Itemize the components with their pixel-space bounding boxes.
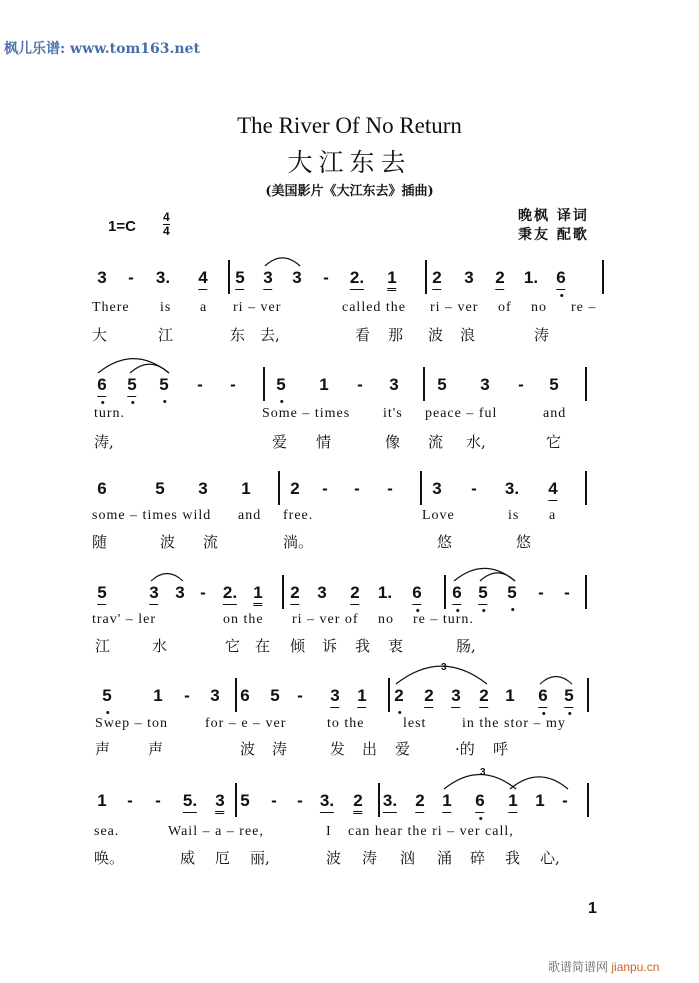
lyric-chinese: 波	[326, 849, 342, 867]
slur	[540, 676, 572, 684]
lyric-english: for – e – ver	[205, 716, 287, 731]
lyric-english: sea.	[94, 824, 120, 839]
lyric-chinese: 声	[95, 740, 111, 758]
lyric-english: Wail – a – ree,	[168, 824, 264, 839]
title-english: The River Of No Return	[237, 113, 462, 138]
note: 5	[127, 375, 136, 397]
lyric-chinese: 波	[428, 326, 444, 344]
lyric-chinese: 悠	[437, 533, 453, 551]
lyric-english: free.	[283, 508, 314, 523]
note: 6	[452, 583, 461, 605]
triplet-mark: 3	[441, 662, 447, 673]
note: 1	[505, 686, 515, 705]
dash-extension: -	[538, 583, 544, 602]
note: 5.	[183, 791, 197, 813]
dash-extension: -	[323, 268, 329, 287]
note: 1	[442, 791, 451, 813]
note: 1	[97, 791, 107, 810]
dash-extension: -	[128, 268, 134, 287]
lyric-english: ri – ver of	[292, 612, 359, 627]
note: 2	[290, 479, 300, 498]
lyric-english: and	[238, 508, 262, 523]
lyric-english: peace – ful	[425, 406, 498, 421]
note: 4	[198, 268, 207, 290]
note: 6	[97, 375, 106, 397]
lyric-english: no	[378, 612, 394, 627]
dash-extension: -	[230, 375, 236, 394]
lyric-chinese: 倾	[290, 637, 306, 655]
dash-extension: -	[297, 791, 303, 810]
note: 5	[564, 686, 573, 708]
lyric-chinese: 我	[355, 637, 371, 655]
lyric-chinese: 心,	[540, 849, 560, 867]
lyric-chinese: 流	[428, 433, 444, 451]
lyric-chinese: 涛,	[94, 433, 114, 451]
note: 6	[412, 583, 421, 605]
credit-music: 秉友 配歌	[518, 227, 589, 243]
dash-extension: -	[184, 686, 190, 705]
dash-extension: -	[562, 791, 568, 810]
lyric-english: Swep – ton	[95, 716, 168, 731]
note: 3	[432, 479, 442, 498]
lyric-english: is	[160, 300, 172, 315]
note: 2	[350, 583, 359, 605]
lyric-english: is	[508, 508, 520, 523]
note: 2	[432, 268, 441, 290]
dash-extension: -	[354, 479, 360, 498]
note: 5	[235, 268, 244, 290]
lyric-english: it's	[383, 406, 403, 421]
lyric-chinese: 诉	[322, 637, 338, 655]
lyric-chinese: 碎	[470, 849, 486, 867]
lyric-chinese: 涛	[272, 740, 288, 758]
lyric-chinese: 爱	[395, 740, 411, 758]
lyric-english: in the stor – my	[462, 716, 566, 731]
lyric-english: a	[549, 508, 557, 523]
lyric-english: and	[543, 406, 567, 421]
note: 3	[215, 791, 224, 814]
lyric-chinese: 江	[95, 637, 111, 655]
note: 3	[451, 686, 460, 708]
note: 1	[387, 268, 396, 291]
lyric-english: ri – ver	[430, 300, 479, 315]
dash-extension: -	[564, 583, 570, 602]
note: 3	[464, 268, 474, 287]
lyric-english: of	[498, 300, 512, 315]
note: 2	[424, 686, 433, 708]
note: 3	[389, 375, 399, 394]
lyric-chinese: 像	[385, 433, 401, 451]
dash-extension: -	[200, 583, 206, 602]
footer-watermark	[548, 958, 659, 975]
time-top: 4	[163, 210, 170, 224]
note: 6	[475, 791, 484, 813]
watermark: 枫儿乐谱: www.tom163.net	[4, 41, 200, 57]
lyric-chinese: 波	[240, 740, 256, 758]
lyric-chinese: 流	[203, 533, 219, 551]
note: 5	[102, 686, 112, 705]
lyric-english: called the	[342, 300, 407, 315]
slur	[480, 573, 515, 581]
note: 2	[394, 686, 404, 705]
lyric-chinese: 呼	[493, 740, 509, 758]
note: 1	[241, 479, 251, 498]
lyric-chinese: 威	[180, 849, 196, 867]
lyric-english: can hear the ri – ver call,	[348, 824, 514, 839]
lyric-english: no	[531, 300, 547, 315]
note: 3	[263, 268, 272, 290]
note: 6	[538, 686, 547, 708]
lyric-chinese: 爱	[272, 433, 288, 451]
dash-extension: -	[357, 375, 363, 394]
note: 5	[478, 583, 487, 605]
note: 2	[353, 791, 362, 814]
lyric-english: to the	[327, 716, 365, 731]
lyric-english: trav' – ler	[92, 612, 157, 627]
lyric-chinese: 波	[160, 533, 176, 551]
key-signature: 1=C	[108, 218, 136, 235]
note: 2	[290, 583, 299, 605]
lyric-chinese: 它	[225, 637, 241, 655]
lyric-chinese: 大	[92, 326, 108, 344]
note: 3	[175, 583, 185, 602]
note: 1	[357, 686, 366, 708]
slur	[510, 777, 568, 789]
note: 3	[198, 479, 208, 498]
lyric-english: Love	[422, 508, 455, 523]
note: 3	[330, 686, 339, 708]
note: 5	[240, 791, 250, 810]
lyric-chinese: ·的	[455, 740, 475, 758]
note: 3	[210, 686, 220, 705]
subtitle: (美国影片《大江东去》插曲)	[265, 184, 434, 199]
note: 2.	[223, 583, 237, 605]
note: 3.	[320, 791, 334, 813]
lyric-english: re – turn.	[413, 612, 474, 627]
credit-lyrics: 晚枫 译词	[518, 208, 589, 224]
lyric-chinese: 涛	[534, 326, 550, 344]
note: 5	[437, 375, 447, 394]
lyric-chinese: 江	[158, 326, 174, 344]
note: 5	[270, 686, 280, 705]
lyric-chinese: 衷	[388, 637, 404, 655]
footer-site: 歌谱简谱网	[548, 960, 609, 974]
note: 1	[535, 791, 545, 810]
lyric-english: I	[326, 824, 332, 839]
lyric-english: Some – times	[262, 406, 351, 421]
lyric-chinese: 出	[362, 740, 378, 758]
lyric-chinese: 汹	[400, 849, 416, 867]
slur	[151, 573, 183, 581]
note: 3	[97, 268, 107, 287]
note: 3.	[383, 791, 397, 813]
note: 2	[495, 268, 504, 290]
lyric-chinese: 随	[92, 533, 108, 551]
lyric-chinese: 浪	[460, 326, 476, 344]
note: 5	[276, 375, 286, 394]
lyric-chinese: 丽,	[250, 849, 270, 867]
lyric-chinese: 看	[355, 326, 371, 344]
note: 6	[240, 686, 250, 705]
note: 4	[548, 479, 557, 501]
lyric-chinese: 悠	[516, 533, 532, 551]
dash-extension: -	[197, 375, 203, 394]
note: 5	[155, 479, 165, 498]
note: 3	[292, 268, 302, 287]
dash-extension: -	[322, 479, 328, 498]
lyric-english: a	[200, 300, 208, 315]
footer-domain: jianpu.cn	[611, 960, 660, 974]
lyric-chinese: 水	[152, 637, 168, 655]
lyric-chinese: 发	[330, 740, 346, 758]
note: 6	[97, 479, 107, 498]
dash-extension: -	[387, 479, 393, 498]
dash-extension: -	[271, 791, 277, 810]
lyric-chinese: 涛	[362, 849, 378, 867]
note: 5	[97, 583, 106, 605]
note: 2.	[350, 268, 364, 290]
lyric-english: lest	[403, 716, 427, 731]
lyric-chinese: 在	[255, 637, 271, 655]
lyric-chinese: 它	[546, 433, 562, 451]
note: 6	[556, 268, 565, 290]
lyric-chinese: 我	[505, 849, 521, 867]
slur	[265, 258, 300, 266]
note: 1	[153, 686, 163, 705]
lyric-chinese: 情	[316, 433, 332, 451]
lyric-chinese: 那	[388, 326, 404, 344]
lyric-chinese: 去,	[260, 326, 280, 344]
lyric-chinese: 水,	[466, 433, 486, 451]
lyric-chinese: 淌。	[283, 533, 314, 551]
slur	[130, 364, 169, 373]
note: 1	[508, 791, 517, 813]
lyric-chinese: 唤。	[94, 849, 125, 867]
note: 1.	[523, 268, 539, 287]
dash-extension: -	[127, 791, 133, 810]
note: 2	[415, 791, 424, 813]
dash-extension: -	[297, 686, 303, 705]
lyric-chinese: 声	[148, 740, 164, 758]
dash-extension: -	[471, 479, 477, 498]
lyric-english: There	[92, 300, 130, 315]
note: 5	[159, 375, 169, 394]
lyric-english: on the	[223, 612, 264, 627]
note: 5	[549, 375, 559, 394]
note: 5	[507, 583, 517, 602]
triplet-mark: 3	[480, 767, 486, 778]
dash-extension: -	[518, 375, 524, 394]
lyric-chinese: 涌	[437, 849, 453, 867]
note: 3	[317, 583, 327, 602]
time-bottom: 4	[163, 224, 170, 238]
lyric-english: re –	[571, 300, 597, 315]
lyric-english: ri – ver	[233, 300, 282, 315]
note: 3.	[155, 268, 171, 287]
note: 2	[479, 686, 488, 708]
note: 1	[253, 583, 262, 606]
note: 3	[480, 375, 490, 394]
note: 1.	[377, 583, 393, 602]
lyric-english: some – times wild	[92, 508, 212, 523]
note: 3	[149, 583, 158, 605]
dash-extension: -	[155, 791, 161, 810]
lyric-chinese: 肠,	[456, 637, 476, 655]
lyric-english: turn.	[94, 406, 126, 421]
lyric-chinese: 厄	[215, 849, 231, 867]
note: 1	[319, 375, 329, 394]
page-number: 1	[588, 900, 597, 917]
title-chinese: 大江东去	[287, 148, 412, 177]
note: 3.	[504, 479, 520, 498]
lyric-chinese: 东	[230, 326, 246, 344]
